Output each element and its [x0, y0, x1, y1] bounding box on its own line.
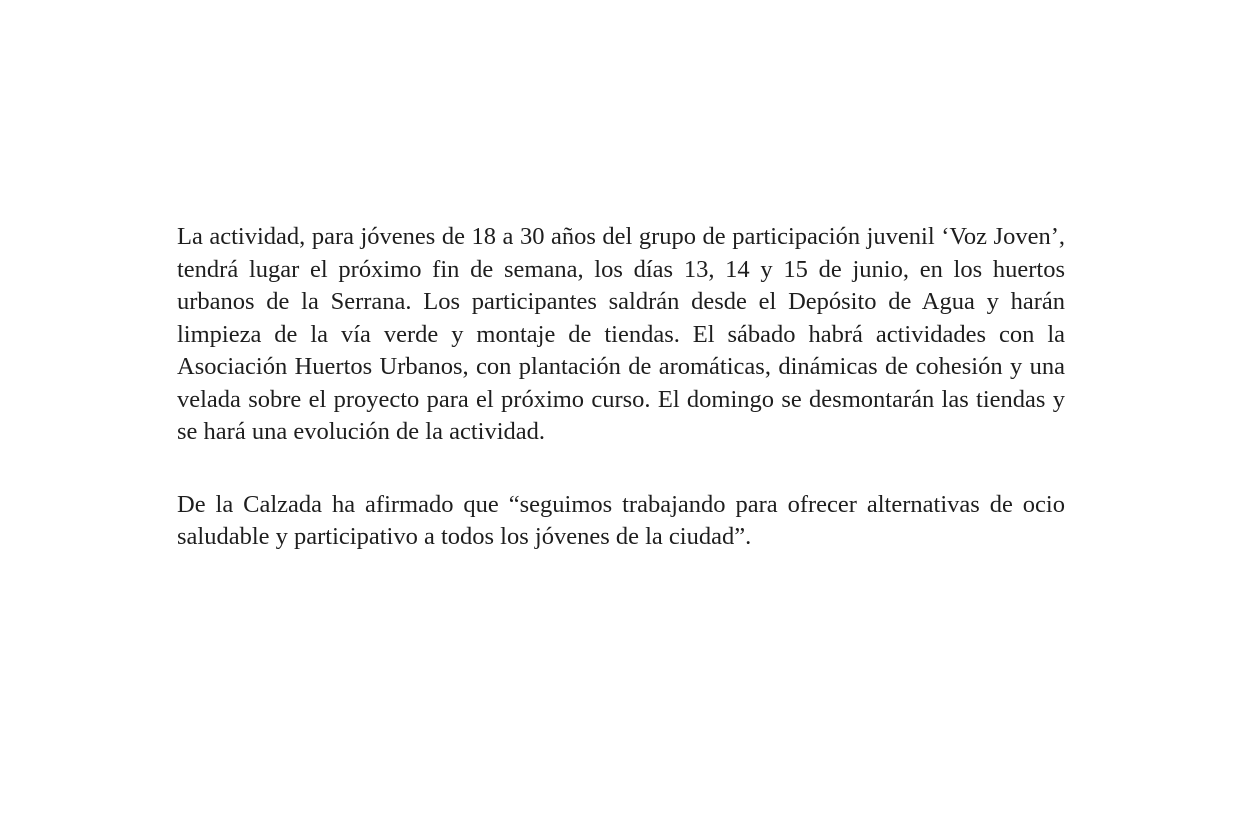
article-paragraph: La actividad, para jóvenes de 18 a 30 años del grupo de participación juvenil ‘Voz Joven’, tendrá lugar el próximo fin de semana, los días 13, 14 y 15 de junio, en los huertos urbanos de la Serrana. Los participantes saldrán desde el Depósito de Agua y harán limpieza de la vía verde y montaje de tiendas. El sábado habrá actividades con la Asociación Huertos Urbanos, con plantación de aromáticas, dinámicas de cohesión y una velada sobre el proyecto para el próximo curso. El domingo se desmontarán las tiendas y se hará una evolución de la actividad.	[177, 223, 1065, 445]
article-body	[177, 221, 1065, 554]
article-paragraph: De la Calzada ha afirmado que “seguimos trabajando para ofrecer alternativas de ocio saludable y participativo a todos los jóvenes de la ciudad”.	[177, 490, 1065, 550]
